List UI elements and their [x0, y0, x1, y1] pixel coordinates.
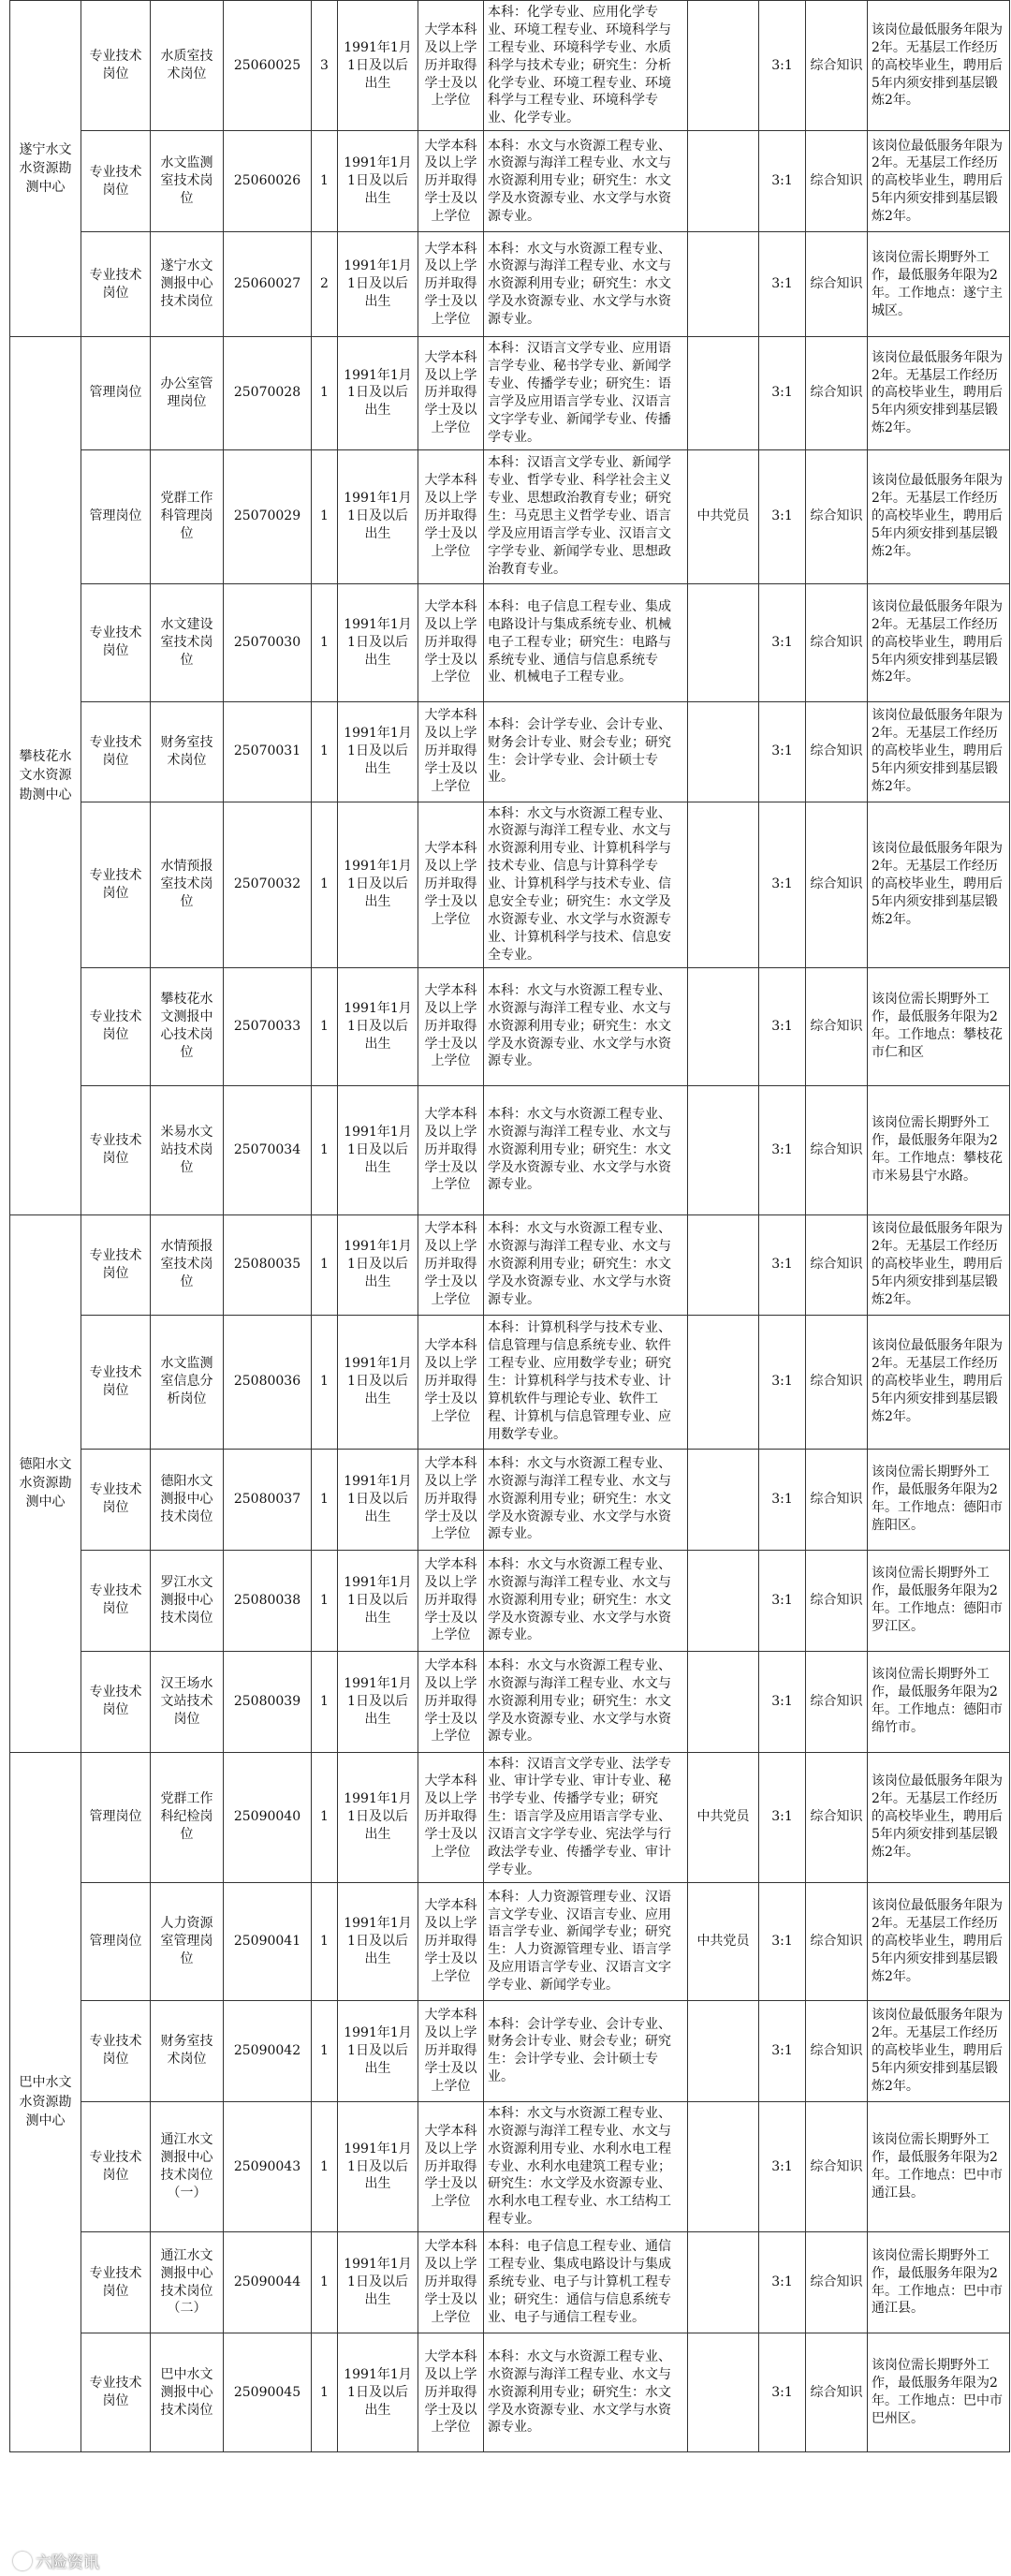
post-code: 25090041	[224, 1882, 312, 2000]
remarks: 该岗位需长期野外工作，最低服务年限为2年。工作地点：德阳市旌阳区。	[868, 1449, 1010, 1550]
hire-count: 1	[312, 802, 338, 967]
post-name: 巴中水文测报中心技术岗位	[151, 2333, 224, 2452]
post-name: 水质室技术岗位	[151, 1, 224, 131]
post-code: 25080038	[224, 1550, 312, 1651]
exam-ratio: 3:1	[759, 449, 806, 583]
remarks: 该岗位最低服务年限为2年。无基层工作经历的高校毕业生，聘用后5年内须安排到基层锻炼2年。	[868, 1, 1010, 131]
education-requirement: 大学本科及以上学历并取得学士及以上学位	[418, 1651, 484, 1752]
age-requirement: 1991年1月1日及以后出生	[338, 449, 418, 583]
education-requirement: 大学本科及以上学历并取得学士及以上学位	[418, 2232, 484, 2333]
hire-count: 3	[312, 1, 338, 131]
exam-subject: 综合知识	[806, 449, 868, 583]
age-requirement: 1991年1月1日及以后出生	[338, 583, 418, 701]
education-requirement: 大学本科及以上学历并取得学士及以上学位	[418, 1882, 484, 2000]
education-requirement: 大学本科及以上学历并取得学士及以上学位	[418, 583, 484, 701]
post-category: 专业技术岗位	[81, 2333, 151, 2452]
age-requirement: 1991年1月1日及以后出生	[338, 967, 418, 1085]
age-requirement: 1991年1月1日及以后出生	[338, 131, 418, 232]
exam-subject: 综合知识	[806, 701, 868, 802]
major-requirement: 本科：水文与水资源工程专业、水资源与海洋工程专业、水文与水资源利用专业；研究生：水文学及水资源专业、水文学与水资源专业。	[484, 967, 688, 1085]
post-code: 25090040	[224, 1752, 312, 1882]
remarks: 该岗位最低服务年限为2年。无基层工作经历的高校毕业生，聘用后5年内须安排到基层锻炼2年。	[868, 583, 1010, 701]
table-row	[10, 701, 1010, 802]
age-requirement: 1991年1月1日及以后出生	[338, 802, 418, 967]
post-code: 25090043	[224, 2101, 312, 2231]
post-category: 专业技术岗位	[81, 1214, 151, 1315]
age-requirement: 1991年1月1日及以后出生	[338, 1214, 418, 1315]
exam-ratio: 3:1	[759, 2101, 806, 2231]
hire-count: 1	[312, 1315, 338, 1449]
post-name: 人力资源室管理岗位	[151, 1882, 224, 2000]
remarks: 该岗位需长期野外工作，最低服务年限为2年。工作地点：德阳市罗江区。	[868, 1550, 1010, 1651]
hire-count: 1	[312, 1085, 338, 1214]
exam-ratio: 3:1	[759, 1449, 806, 1550]
post-category: 专业技术岗位	[81, 1449, 151, 1550]
table-row	[10, 967, 1010, 1085]
major-requirement: 本科：水文与水资源工程专业、水资源与海洋工程专业、水文与水资源利用专业；研究生：水文学及水资源专业、水文学与水资源专业。	[484, 1651, 688, 1752]
table-row	[10, 131, 1010, 232]
post-category: 管理岗位	[81, 337, 151, 449]
exam-subject: 综合知识	[806, 967, 868, 1085]
remarks: 该岗位最低服务年限为2年。无基层工作经历的高校毕业生，聘用后5年内须安排到基层锻炼2年。	[868, 1214, 1010, 1315]
education-requirement: 大学本科及以上学历并取得学士及以上学位	[418, 701, 484, 802]
education-requirement: 大学本科及以上学历并取得学士及以上学位	[418, 1085, 484, 1214]
post-code: 25070033	[224, 967, 312, 1085]
education-requirement: 大学本科及以上学历并取得学士及以上学位	[418, 232, 484, 337]
hire-count: 1	[312, 2232, 338, 2333]
age-requirement: 1991年1月1日及以后出生	[338, 232, 418, 337]
hire-count: 1	[312, 1752, 338, 1882]
exam-ratio: 3:1	[759, 1, 806, 131]
age-requirement: 1991年1月1日及以后出生	[338, 1752, 418, 1882]
political-status	[688, 1, 759, 131]
major-requirement: 本科：水文与水资源工程专业、水资源与海洋工程专业、水文与水资源利用专业；研究生：水文学及水资源专业、水文学与水资源专业。	[484, 1085, 688, 1214]
education-requirement: 大学本科及以上学历并取得学士及以上学位	[418, 1214, 484, 1315]
major-requirement: 本科：计算机科学与技术专业、信息管理与信息系统专业、软件工程专业、应用数学专业；研究生：计算机科学与技术专业、计算机软件与理论专业、软件工程、计算机与信息管理专业、应用数学专业。	[484, 1315, 688, 1449]
remarks: 该岗位最低服务年限为2年。无基层工作经历的高校毕业生，聘用后5年内须安排到基层锻炼2年。	[868, 337, 1010, 449]
exam-ratio: 3:1	[759, 701, 806, 802]
major-requirement: 本科：水文与水资源工程专业、水资源与海洋工程专业、水文与水资源利用专业；研究生：水文学及水资源专业、水文学与水资源专业。	[484, 232, 688, 337]
post-code: 25080035	[224, 1214, 312, 1315]
post-category: 专业技术岗位	[81, 701, 151, 802]
exam-subject: 综合知识	[806, 2333, 868, 2452]
unit-name: 巴中水文水资源勘测中心	[10, 1752, 81, 2451]
table-row	[10, 2232, 1010, 2333]
exam-ratio: 3:1	[759, 337, 806, 449]
political-status	[688, 2232, 759, 2333]
hire-count: 1	[312, 967, 338, 1085]
major-requirement: 本科：汉语言文学专业、新闻学专业、哲学专业、科学社会主义专业、思想政治教育专业；研究生：马克思主义哲学专业、语言学及应用语言学专业、汉语言文字学专业、新闻学专业、思想政治教育专业。	[484, 449, 688, 583]
education-requirement: 大学本科及以上学历并取得学士及以上学位	[418, 1550, 484, 1651]
exam-subject: 综合知识	[806, 2232, 868, 2333]
hire-count: 1	[312, 1449, 338, 1550]
political-status: 中共党员	[688, 1882, 759, 2000]
post-name: 办公室管理岗位	[151, 337, 224, 449]
major-requirement: 本科：水文与水资源工程专业、水资源与海洋工程专业、水文与水资源利用专业；研究生：水文学及水资源专业、水文学与水资源专业。	[484, 1449, 688, 1550]
education-requirement: 大学本科及以上学历并取得学士及以上学位	[418, 802, 484, 967]
post-code: 25080037	[224, 1449, 312, 1550]
major-requirement: 本科：水文与水资源工程专业、水资源与海洋工程专业、水文与水资源利用专业；研究生：水文学及水资源专业、水文学与水资源专业。	[484, 2333, 688, 2452]
exam-subject: 综合知识	[806, 1882, 868, 2000]
political-status	[688, 337, 759, 449]
age-requirement: 1991年1月1日及以后出生	[338, 1550, 418, 1651]
post-name: 财务室技术岗位	[151, 2000, 224, 2101]
table-row	[10, 2101, 1010, 2231]
hire-count: 1	[312, 1214, 338, 1315]
watermark-text: 六险资讯	[36, 2554, 99, 2572]
exam-ratio: 3:1	[759, 232, 806, 337]
exam-ratio: 3:1	[759, 2333, 806, 2452]
post-name: 通江水文测报中心技术岗位（二）	[151, 2232, 224, 2333]
age-requirement: 1991年1月1日及以后出生	[338, 1, 418, 131]
age-requirement: 1991年1月1日及以后出生	[338, 1651, 418, 1752]
post-category: 专业技术岗位	[81, 232, 151, 337]
table-row	[10, 1214, 1010, 1315]
post-name: 攀枝花水文测报中心技术岗位	[151, 967, 224, 1085]
remarks: 该岗位需长期野外工作，最低服务年限为2年。工作地点：遂宁主城区。	[868, 232, 1010, 337]
political-status	[688, 1550, 759, 1651]
exam-subject: 综合知识	[806, 232, 868, 337]
exam-ratio: 3:1	[759, 802, 806, 967]
post-code: 25060025	[224, 1, 312, 131]
political-status	[688, 1651, 759, 1752]
exam-ratio: 3:1	[759, 1550, 806, 1651]
exam-ratio: 3:1	[759, 131, 806, 232]
exam-ratio: 3:1	[759, 583, 806, 701]
table-row	[10, 1882, 1010, 2000]
post-name: 水文建设室技术岗位	[151, 583, 224, 701]
hire-count: 1	[312, 449, 338, 583]
major-requirement: 本科：水文与水资源工程专业、水资源与海洋工程专业、水文与水资源利用专业；研究生：水文学及水资源专业、水文学与水资源专业。	[484, 1550, 688, 1651]
exam-subject: 综合知识	[806, 1315, 868, 1449]
table-row	[10, 2000, 1010, 2101]
post-name: 汉王场水文站技术岗位	[151, 1651, 224, 1752]
political-status	[688, 2333, 759, 2452]
post-category: 专业技术岗位	[81, 1085, 151, 1214]
post-category: 专业技术岗位	[81, 2000, 151, 2101]
post-name: 罗江水文测报中心技术岗位	[151, 1550, 224, 1651]
political-status	[688, 967, 759, 1085]
remarks: 该岗位最低服务年限为2年。无基层工作经历的高校毕业生，聘用后5年内须安排到基层锻炼2年。	[868, 2000, 1010, 2101]
exam-subject: 综合知识	[806, 1449, 868, 1550]
exam-subject: 综合知识	[806, 2101, 868, 2231]
remarks: 该岗位需长期野外工作，最低服务年限为2年。工作地点：巴中市通江县。	[868, 2101, 1010, 2231]
exam-subject: 综合知识	[806, 1085, 868, 1214]
recruitment-table-sheet	[9, 0, 1009, 2576]
post-name: 水文监测室信息分析岗位	[151, 1315, 224, 1449]
education-requirement: 大学本科及以上学历并取得学士及以上学位	[418, 967, 484, 1085]
hire-count: 1	[312, 2000, 338, 2101]
post-code: 25080036	[224, 1315, 312, 1449]
exam-subject: 综合知识	[806, 2000, 868, 2101]
post-name: 米易水文站技术岗位	[151, 1085, 224, 1214]
exam-ratio: 3:1	[759, 967, 806, 1085]
major-requirement: 本科：电子信息工程专业、通信工程专业、集成电路设计与集成系统专业、电子与计算机工程专业；研究生：通信与信息系统专业、电子与通信工程专业。	[484, 2232, 688, 2333]
post-category: 管理岗位	[81, 449, 151, 583]
exam-subject: 综合知识	[806, 802, 868, 967]
table-row	[10, 1550, 1010, 1651]
age-requirement: 1991年1月1日及以后出生	[338, 701, 418, 802]
table-row	[10, 337, 1010, 449]
exam-ratio: 3:1	[759, 1882, 806, 2000]
post-category: 专业技术岗位	[81, 2101, 151, 2231]
major-requirement: 本科：汉语言文学专业、应用语言学专业、秘书学专业、新闻学专业、传播学专业；研究生：语言学及应用语言学专业、汉语言文字学专业、新闻学专业、传播学专业。	[484, 337, 688, 449]
exam-ratio: 3:1	[759, 1315, 806, 1449]
post-code: 25090045	[224, 2333, 312, 2452]
major-requirement: 本科：会计学专业、会计专业、财务会计专业、财会专业；研究生：会计学专业、会计硕士专业。	[484, 701, 688, 802]
post-name: 水文监测室技术岗位	[151, 131, 224, 232]
exam-subject: 综合知识	[806, 583, 868, 701]
exam-subject: 综合知识	[806, 131, 868, 232]
age-requirement: 1991年1月1日及以后出生	[338, 1882, 418, 2000]
hire-count: 1	[312, 2333, 338, 2452]
exam-ratio: 3:1	[759, 1085, 806, 1214]
age-requirement: 1991年1月1日及以后出生	[338, 2000, 418, 2101]
remarks: 该岗位需长期野外工作，最低服务年限为2年。工作地点：巴中市巴州区。	[868, 2333, 1010, 2452]
unit-name: 攀枝花水文水资源勘测中心	[10, 337, 81, 1214]
education-requirement: 大学本科及以上学历并取得学士及以上学位	[418, 2000, 484, 2101]
education-requirement: 大学本科及以上学历并取得学士及以上学位	[418, 2101, 484, 2231]
hire-count: 2	[312, 232, 338, 337]
education-requirement: 大学本科及以上学历并取得学士及以上学位	[418, 1, 484, 131]
political-status	[688, 583, 759, 701]
hire-count: 1	[312, 1550, 338, 1651]
table-row	[10, 802, 1010, 967]
exam-subject: 综合知识	[806, 1651, 868, 1752]
table-row	[10, 449, 1010, 583]
post-code: 25060027	[224, 232, 312, 337]
table-row	[10, 583, 1010, 701]
remarks: 该岗位最低服务年限为2年。无基层工作经历的高校毕业生，聘用后5年内须安排到基层锻炼2年。	[868, 1882, 1010, 2000]
watermark	[13, 2549, 99, 2572]
exam-ratio: 3:1	[759, 2000, 806, 2101]
exam-subject: 综合知识	[806, 1752, 868, 1882]
age-requirement: 1991年1月1日及以后出生	[338, 2232, 418, 2333]
major-requirement: 本科：化学专业、应用化学专业、环境工程专业、环境科学与工程专业、环境科学专业、水质科学与技术专业；研究生：分析化学专业、环境工程专业、环境科学与工程专业、环境科学专业、化学专业。	[484, 1, 688, 131]
table-row	[10, 1651, 1010, 1752]
post-category: 专业技术岗位	[81, 967, 151, 1085]
post-name: 财务室技术岗位	[151, 701, 224, 802]
education-requirement: 大学本科及以上学历并取得学士及以上学位	[418, 449, 484, 583]
table-row	[10, 1, 1010, 131]
post-name: 水情预报室技术岗位	[151, 1214, 224, 1315]
hire-count: 1	[312, 1882, 338, 2000]
age-requirement: 1991年1月1日及以后出生	[338, 1085, 418, 1214]
political-status	[688, 1315, 759, 1449]
table-row	[10, 1449, 1010, 1550]
hire-count: 1	[312, 337, 338, 449]
major-requirement: 本科：人力资源管理专业、汉语言文学专业、汉语言专业、应用语言学专业、新闻学专业；研究生：人力资源管理专业、语言学及应用语言学专业、汉语言文字学专业、新闻学专业。	[484, 1882, 688, 2000]
exam-ratio: 3:1	[759, 1752, 806, 1882]
age-requirement: 1991年1月1日及以后出生	[338, 2101, 418, 2231]
political-status: 中共党员	[688, 1752, 759, 1882]
post-code: 25080039	[224, 1651, 312, 1752]
post-category: 专业技术岗位	[81, 1315, 151, 1449]
remarks: 该岗位需长期野外工作，最低服务年限为2年。工作地点：攀枝花市仁和区	[868, 967, 1010, 1085]
exam-subject: 综合知识	[806, 337, 868, 449]
post-name: 通江水文测报中心技术岗位（一）	[151, 2101, 224, 2231]
political-status	[688, 2101, 759, 2231]
post-name: 德阳水文测报中心技术岗位	[151, 1449, 224, 1550]
age-requirement: 1991年1月1日及以后出生	[338, 1449, 418, 1550]
post-category: 管理岗位	[81, 1752, 151, 1882]
remarks: 该岗位需长期野外工作，最低服务年限为2年。工作地点：巴中市通江县。	[868, 2232, 1010, 2333]
political-status	[688, 232, 759, 337]
post-code: 25070028	[224, 337, 312, 449]
exam-ratio: 3:1	[759, 2232, 806, 2333]
post-code: 25090044	[224, 2232, 312, 2333]
remarks: 该岗位最低服务年限为2年。无基层工作经历的高校毕业生，聘用后5年内须安排到基层锻炼2年。	[868, 701, 1010, 802]
remarks: 该岗位最低服务年限为2年。无基层工作经历的高校毕业生，聘用后5年内须安排到基层锻炼2年。	[868, 802, 1010, 967]
political-status	[688, 802, 759, 967]
exam-subject: 综合知识	[806, 1214, 868, 1315]
post-category: 专业技术岗位	[81, 131, 151, 232]
remarks: 该岗位最低服务年限为2年。无基层工作经历的高校毕业生，聘用后5年内须安排到基层锻炼2年。	[868, 449, 1010, 583]
age-requirement: 1991年1月1日及以后出生	[338, 337, 418, 449]
major-requirement: 本科：水文与水资源工程专业、水资源与海洋工程专业、水文与水资源利用专业、计算机科学与技术专业、信息与计算科学专业、计算机科学与技术专业、信息安全专业；研究生：水文学及水资源专业、水文学与水资源专业、计算机科学与技术、信息安全专业。	[484, 802, 688, 967]
political-status	[688, 1449, 759, 1550]
education-requirement: 大学本科及以上学历并取得学士及以上学位	[418, 1752, 484, 1882]
major-requirement: 本科：水文与水资源工程专业、水资源与海洋工程专业、水文与水资源利用专业；研究生：水文学及水资源专业、水文学与水资源专业。	[484, 131, 688, 232]
post-category: 专业技术岗位	[81, 1651, 151, 1752]
political-status: 中共党员	[688, 449, 759, 583]
post-category: 专业技术岗位	[81, 2232, 151, 2333]
political-status	[688, 131, 759, 232]
post-name: 水情预报室技术岗位	[151, 802, 224, 967]
major-requirement: 本科：汉语言文学专业、法学专业、审计学专业、审计专业、秘书学专业、传播学专业；研究生：语言学及应用语言学专业、汉语言文字学专业、宪法学与行政法学专业、传播学专业、审计学专业。	[484, 1752, 688, 1882]
age-requirement: 1991年1月1日及以后出生	[338, 1315, 418, 1449]
table-row	[10, 1085, 1010, 1214]
education-requirement: 大学本科及以上学历并取得学士及以上学位	[418, 131, 484, 232]
table-row	[10, 1315, 1010, 1449]
major-requirement: 本科：水文与水资源工程专业、水资源与海洋工程专业、水文与水资源利用专业、水利水电工程专业、水利水电建筑工程专业；研究生：水文学及水资源专业、水利水电工程专业、水工结构工程专业。	[484, 2101, 688, 2231]
remarks: 该岗位需长期野外工作，最低服务年限为2年。工作地点：攀枝花市米易县宁水路。	[868, 1085, 1010, 1214]
political-status	[688, 2000, 759, 2101]
table-row	[10, 2333, 1010, 2452]
political-status	[688, 1214, 759, 1315]
post-code: 25070029	[224, 449, 312, 583]
unit-name: 遂宁水文水资源勘测中心	[10, 1, 81, 337]
remarks: 该岗位最低服务年限为2年。无基层工作经历的高校毕业生，聘用后5年内须安排到基层锻炼2年。	[868, 1315, 1010, 1449]
hire-count: 1	[312, 701, 338, 802]
post-code: 25070031	[224, 701, 312, 802]
remarks: 该岗位最低服务年限为2年。无基层工作经历的高校毕业生，聘用后5年内须安排到基层锻炼2年。	[868, 131, 1010, 232]
exam-subject: 综合知识	[806, 1550, 868, 1651]
hire-count: 1	[312, 131, 338, 232]
major-requirement: 本科：电子信息工程专业、集成电路设计与集成系统专业、机械电子工程专业；研究生：电路与系统专业、通信与信息系统专业、机械电子工程专业。	[484, 583, 688, 701]
age-requirement: 1991年1月1日及以后出生	[338, 2333, 418, 2452]
hire-count: 1	[312, 2101, 338, 2231]
political-status	[688, 701, 759, 802]
education-requirement: 大学本科及以上学历并取得学士及以上学位	[418, 1449, 484, 1550]
exam-ratio: 3:1	[759, 1214, 806, 1315]
post-name: 遂宁水文测报中心技术岗位	[151, 232, 224, 337]
major-requirement: 本科：水文与水资源工程专业、水资源与海洋工程专业、水文与水资源利用专业；研究生：水文学及水资源专业、水文学与水资源专业。	[484, 1214, 688, 1315]
post-code: 25070032	[224, 802, 312, 967]
education-requirement: 大学本科及以上学历并取得学士及以上学位	[418, 337, 484, 449]
exam-subject: 综合知识	[806, 1, 868, 131]
table-row	[10, 1752, 1010, 1882]
hire-count: 1	[312, 1651, 338, 1752]
post-code: 25070030	[224, 583, 312, 701]
post-code: 25090042	[224, 2000, 312, 2101]
post-category: 专业技术岗位	[81, 583, 151, 701]
post-category: 专业技术岗位	[81, 802, 151, 967]
post-name: 党群工作科管理岗位	[151, 449, 224, 583]
hire-count: 1	[312, 583, 338, 701]
education-requirement: 大学本科及以上学历并取得学士及以上学位	[418, 1315, 484, 1449]
remarks: 该岗位最低服务年限为2年。无基层工作经历的高校毕业生，聘用后5年内须安排到基层锻炼2年。	[868, 1752, 1010, 1882]
post-code: 25070034	[224, 1085, 312, 1214]
remarks: 该岗位需长期野外工作，最低服务年限为2年。工作地点：德阳市绵竹市。	[868, 1651, 1010, 1752]
major-requirement: 本科：会计学专业、会计专业、财务会计专业、财会专业；研究生：会计学专业、会计硕士专业。	[484, 2000, 688, 2101]
education-requirement: 大学本科及以上学历并取得学士及以上学位	[418, 2333, 484, 2452]
post-code: 25060026	[224, 131, 312, 232]
unit-name: 德阳水文水资源勘测中心	[10, 1214, 81, 1752]
table-row	[10, 232, 1010, 337]
recruitment-table	[9, 0, 1010, 2452]
political-status	[688, 1085, 759, 1214]
post-category: 管理岗位	[81, 1882, 151, 2000]
post-category: 专业技术岗位	[81, 1, 151, 131]
post-category: 专业技术岗位	[81, 1550, 151, 1651]
watermark-logo-icon	[13, 2552, 32, 2570]
exam-ratio: 3:1	[759, 1651, 806, 1752]
post-name: 党群工作科纪检岗位	[151, 1752, 224, 1882]
